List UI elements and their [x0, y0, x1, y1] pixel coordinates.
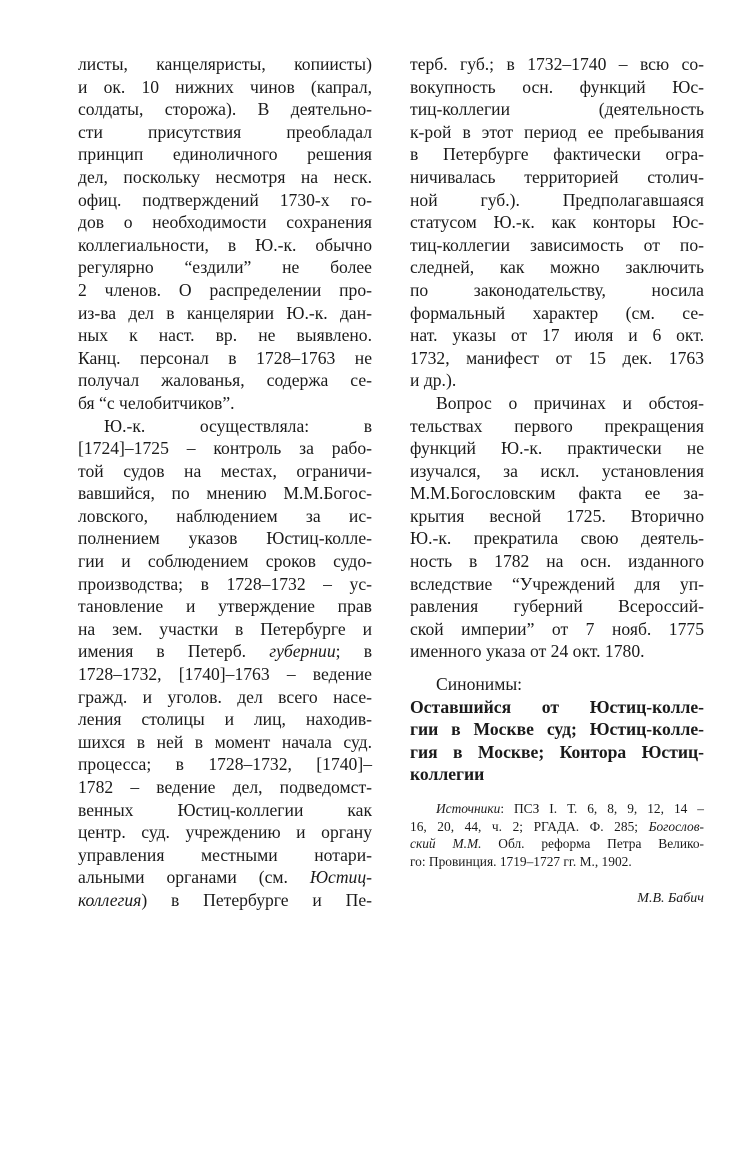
text-line: изучался, за искл. установления	[410, 460, 704, 481]
text-line: Канц. персонал в 1728–1763 не	[78, 347, 372, 368]
text-line: тельствах первого прекращения	[410, 415, 704, 436]
sources-label: Источники	[436, 801, 501, 816]
sources-block	[410, 800, 704, 870]
text-line: ской империи” от 7 нояб. 1775	[410, 618, 704, 639]
text-fragment: ) в Петербурге и Пе-	[141, 889, 372, 910]
right-column	[410, 53, 704, 911]
text-line: вследствие “Учреждений для уп-	[410, 573, 704, 594]
text-line: бя “с челобитчиков”.	[78, 392, 235, 413]
text-line: регулярно “ездили” не более	[78, 257, 372, 278]
text-line: в Петербурге фактически огра-	[410, 144, 704, 165]
text-line	[78, 866, 372, 889]
text-line: на зем. участки в Петербурге и	[78, 618, 372, 639]
italic-term: коллегия	[78, 889, 142, 910]
text-line: вавшийся, по мнению М.М.Богос-	[78, 483, 372, 504]
text-line: 1782 – ведение дел, подведомст-	[78, 777, 372, 797]
text-fragment: имения в Петерб.	[78, 641, 270, 662]
text-line: сти присутствия преобладал	[78, 121, 372, 142]
italic-term: Богослов-	[648, 818, 704, 834]
sources-line	[410, 818, 704, 836]
text-line: коллегиальности, в Ю.-к. обычно	[78, 234, 372, 255]
text-line: венных Юстиц-коллегии как	[78, 799, 372, 820]
sources-line: го: Провинция. 1719–1727 гг. М., 1902.	[410, 853, 632, 869]
text-fragment: 16, 20, 44, ч. 2; РГАДА. Ф. 285;	[410, 818, 649, 834]
text-line	[78, 640, 372, 663]
text-line: листы, канцеляристы, копиисты)	[78, 54, 372, 74]
text-line: 1728–1732, [1740]–1763 – ведение	[78, 664, 372, 685]
italic-term: губернии	[269, 641, 336, 662]
text-line: центр. суд. учреждению и органу	[78, 822, 372, 843]
text-line: шихся в ней в момент начала суд.	[78, 731, 372, 752]
left-column	[78, 53, 372, 912]
text-line: 1732, манифест от 15 дек. 1763	[410, 347, 704, 368]
text-line: Ю.-к. прекратила свою деятель-	[410, 528, 704, 549]
italic-term: ский М.М.	[410, 836, 482, 852]
text-line: тиц-коллегии (деятельность	[410, 99, 704, 120]
author-signature: М.В. Бабич	[637, 891, 704, 907]
text-line: солдаты, сторожа). В деятельно-	[78, 99, 372, 120]
text-line: 2 членов. О распределении про-	[78, 279, 372, 300]
text-line: [1724]–1725 – контроль за рабо-	[78, 438, 372, 459]
sources-line	[410, 835, 704, 853]
text-line: гражд. и уголов. дел всего насе-	[78, 686, 372, 707]
text-line: тиц-коллегии зависимость от по-	[410, 234, 704, 255]
text-line: ность в 1782 на осн. изданного	[410, 551, 704, 572]
text-line	[78, 889, 372, 912]
text-line: и ок. 10 нижних чинов (капрал,	[78, 76, 372, 97]
sources-line	[410, 800, 704, 818]
text-line: дел, поскольку несмотря на неск.	[78, 166, 372, 187]
text-line: Ю.-к. осуществляла: в	[104, 415, 372, 436]
text-line: ной губ.). Предполагавшаяся	[410, 189, 704, 210]
text-line: офиц. подтверждений 1730-х го-	[78, 189, 372, 210]
text-line: ловского, наблюдением за ис-	[78, 505, 372, 526]
text-line: именного указа от 24 окт. 1780.	[410, 641, 645, 662]
text-line: управления местными нотари-	[78, 844, 372, 865]
text-line: принцип единоличного решения	[78, 144, 372, 165]
synonyms-label: Синонимы:	[436, 674, 523, 695]
text-line: функций Ю.-к. практически не	[410, 438, 704, 459]
text-fragment: альными органами (см.	[78, 867, 310, 888]
text-line: тановление и утверждение прав	[78, 596, 372, 617]
text-line: Вопрос о причинах и обстоя-	[436, 392, 704, 413]
text-fragment: ; в	[335, 641, 372, 662]
text-line: из-ва дел в канцелярии Ю.-к. дан-	[78, 302, 372, 323]
text-fragment: Обл. реформа Петра Велико-	[481, 836, 704, 852]
synonym-line: Оставшийся от Юстиц-колле-	[410, 696, 704, 717]
text-line: процесса; в 1728–1732, [1740]–	[78, 754, 372, 775]
synonym-line: гия в Москве; Контора Юстиц-	[410, 741, 704, 762]
text-fragment: : ПСЗ I. Т. 6, 8, 9, 12, 14 –	[500, 801, 704, 816]
text-line: по законодательству, носила	[410, 279, 704, 300]
text-line: ления столицы и лиц, находив-	[78, 709, 372, 730]
text-line: статусом Ю.-к. как конторы Юс-	[410, 212, 704, 233]
text-line: к-рой в этот период ее пребывания	[410, 121, 704, 142]
synonym-line: гии в Москве суд; Юстиц-колле-	[410, 719, 704, 740]
text-line: крытия весной 1725. Вторично	[410, 505, 704, 526]
text-line: следней, как можно заключить	[410, 257, 704, 278]
text-line: полнением указов Юстиц-колле-	[78, 528, 372, 549]
text-line: формальный характер (см. се-	[410, 302, 704, 323]
text-line: нат. указы от 17 июля и 6 окт.	[410, 325, 704, 346]
synonyms-list	[410, 696, 704, 786]
text-line: терб. губ.; в 1732–1740 – всю со-	[410, 54, 704, 74]
text-line: вокупность осн. функций Юс-	[410, 76, 704, 97]
text-line: производства; в 1728–1732 – ус-	[78, 573, 372, 594]
text-line: дов о необходимости сохранения	[78, 212, 372, 233]
italic-term: Юстиц-	[309, 867, 372, 888]
text-line: той судов на местах, ограничи-	[78, 460, 372, 481]
text-line: и др.).	[410, 370, 457, 391]
text-line: М.М.Богословским факта ее за-	[410, 483, 704, 504]
synonym-line: коллегии	[410, 764, 485, 785]
text-line: получал жалованья, содержа се-	[78, 370, 372, 391]
text-line: гии и соблюдением сроков судо-	[78, 551, 372, 572]
text-line: ничивалась территорией столич-	[410, 166, 704, 187]
text-line: равления губерний Всероссий-	[410, 596, 704, 617]
text-line: ных к наст. вр. не выявлено.	[78, 325, 372, 346]
